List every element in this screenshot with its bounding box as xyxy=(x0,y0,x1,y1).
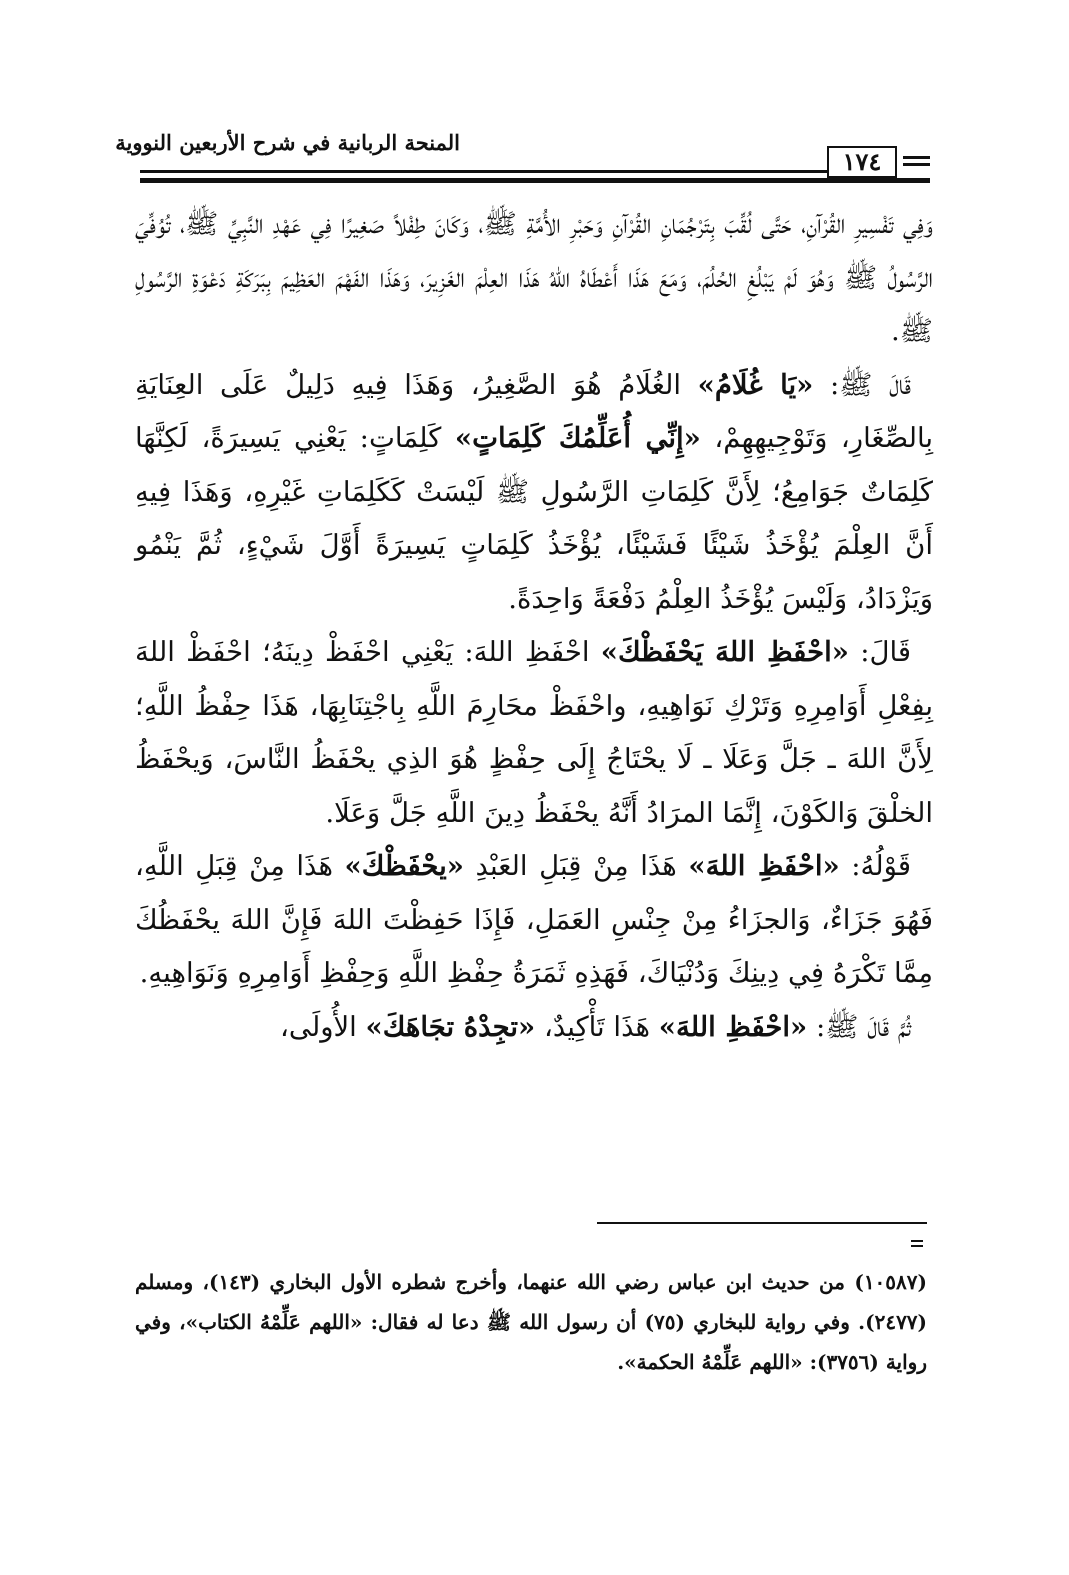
hadith-quote: «يَا غُلَامُ» xyxy=(697,368,814,401)
main-text xyxy=(135,198,933,1054)
page-number: ١٧٤ xyxy=(827,146,897,178)
footnote-mark xyxy=(911,1240,923,1242)
header-ornament xyxy=(903,156,930,159)
hadith-quote: «احْفَظِ اللهَ» xyxy=(658,1010,808,1043)
paragraph: قَالَ ﷺ: «يَا غُلَامُ» الغُلَامُ هُوَ الصَّغِيرُ، وَهَذَا فِيهِ دَلِيلٌ عَلَى العِنَايَةِ بِالصِّغَارِ، وَتَوْجِيهِهِمْ، «إِنِّي أُعَلِّمُكَ كَلِمَاتٍ» كَلِمَاتٍ: يَعْنِي يَسِيرَةً، لَكِنَّهَا كَلِمَاتٌ جَوَامِعُ؛ لِأَنَّ كَلِمَاتِ الرَّسُولِ ﷺ لَيْسَتْ كَكَلِمَاتِ غَيْرِهِ، وَهَذَا فِيهِ أَنَّ العِلْمَ يُؤْخَذُ شَيْئًا فَشَيْئًا، يُؤْخَذُ كَلِمَاتٍ يَسِيرَةً أَوَّلَ شَيْءٍ، ثُمَّ يَنْمُو وَيَزْدَادُ، وَلَيْسَ يُؤْخَذُ العِلْمُ دَفْعَةً وَاحِدَةً. xyxy=(135,368,933,615)
paragraph: ثُمَّ قَالَ ﷺ: «احْفَظِ اللهَ» هَذَا تَأْكِيدٌ، «تجِدْهُ تجَاهَكَ» الأُولَى، xyxy=(280,1010,911,1043)
running-title: المنحة الربانية في شرح الأربعين النووية xyxy=(115,130,460,155)
hadith-quote: «تجِدْهُ تجَاهَكَ» xyxy=(365,1010,536,1043)
header-rule-thick xyxy=(140,178,930,183)
paragraph: وَفِي تَفْسِيرِ القُرْآنِ، حَتَّى لُقِّبَ بِتَرْجُمَانِ القُرْآنِ وَحَبْرِ الأُمَّةِ ﷺ، وَكَانَ طِفْلاً صَغِيرًا فِي عَهْدِ النَّبِيِّ ﷺ، تُوُفِّيَ الرَّسُولُ ﷺ وَهُوَ لَمْ يَبْلُغِ الحُلُمَ، وَمَعَ هَذَا أَعْطَاهُ اللهُ هَذَا العِلْمَ الغَزِيرَ، وَهَذَا الفَهْمَ العَظِيمَ بِبَرَكَةِ دَعْوَةِ الرَّسُولِ ﷺ. xyxy=(135,208,933,347)
hadith-quote: «احْفَظِ اللهَ» xyxy=(688,850,840,882)
hadith-quote: «يحْفَظْكَ» xyxy=(344,850,464,882)
header-rule-thin xyxy=(140,170,827,173)
paragraph: قَالَ: «احْفَظِ اللهَ يَحْفَظْكَ» احْفَظِ اللهَ: يَعْنِي احْفَظْ دِينَهُ؛ احْفَظْ اللهَ بِفِعْلِ أَوَامِرِهِ وَتَرْكِ نَوَاهِيهِ، واحْفَظْ محَارِمَ اللَّهِ بِاجْتِنَابِهَا، هَذَا حِفْظُ اللَّهِ؛ لِأَنَّ اللهَ ـ جَلَّ وَعَلَا ـ لَا يحْتَاجُ إِلَى حِفْظٍ هُوَ الذِي يحْفَظُ النَّاسَ، وَيحْفَظُ الخلْقَ وَالكَوْنَ، إِنَّمَا المرَادُ أَنَّهُ يحْفَظُ دِينَ اللَّهِ جَلَّ وَعَلَا. xyxy=(135,636,933,829)
header-ornament xyxy=(903,163,930,166)
footnote xyxy=(135,1262,927,1382)
hadith-quote: «إِنِّي أُعَلِّمُكَ كَلِمَاتٍ» xyxy=(454,422,701,454)
paragraph: قَوْلُهُ: «احْفَظِ اللهَ» هَذَا مِنْ قِبَلِ العَبْدِ «يحْفَظْكَ» هَذَا مِنْ قِبَلِ اللَّهِ، فَهُوَ جَزَاءٌ، وَالجزَاءُ مِنْ جِنْسِ العَمَلِ، فَإِذَا حَفِظْتَ اللهَ فَإِنَّ اللهَ يحْفَظُكَ مِمَّا تَكْرَهُ فِي دِينِكَ وَدُنْيَاكَ، فَهَذِهِ ثَمَرَةُ حِفْظِ اللَّهِ وَحِفْظِ أَوَامِرِهِ وَنَوَاهِيهِ. xyxy=(135,850,933,989)
footnote-text: (١٠٥٨٧) من حديث ابن عباس رضي الله عنهما، وأخرج شطره الأول البخاري (١٤٣)، ومسلم (٢٤٧٧). وفي رواية للبخاري (٧٥) أن رسول الله ﷺ دعا له فقال: «اللهم عَلِّمْهُ الكتاب»، وفي رواية (٣٧٥٦): «اللهم عَلِّمْهُ الحكمة». xyxy=(135,1270,928,1374)
hadith-quote: «احْفَظِ اللهَ يَحْفَظْكَ» xyxy=(600,636,849,668)
footnote-mark xyxy=(911,1245,923,1247)
footnote-separator xyxy=(597,1222,927,1224)
